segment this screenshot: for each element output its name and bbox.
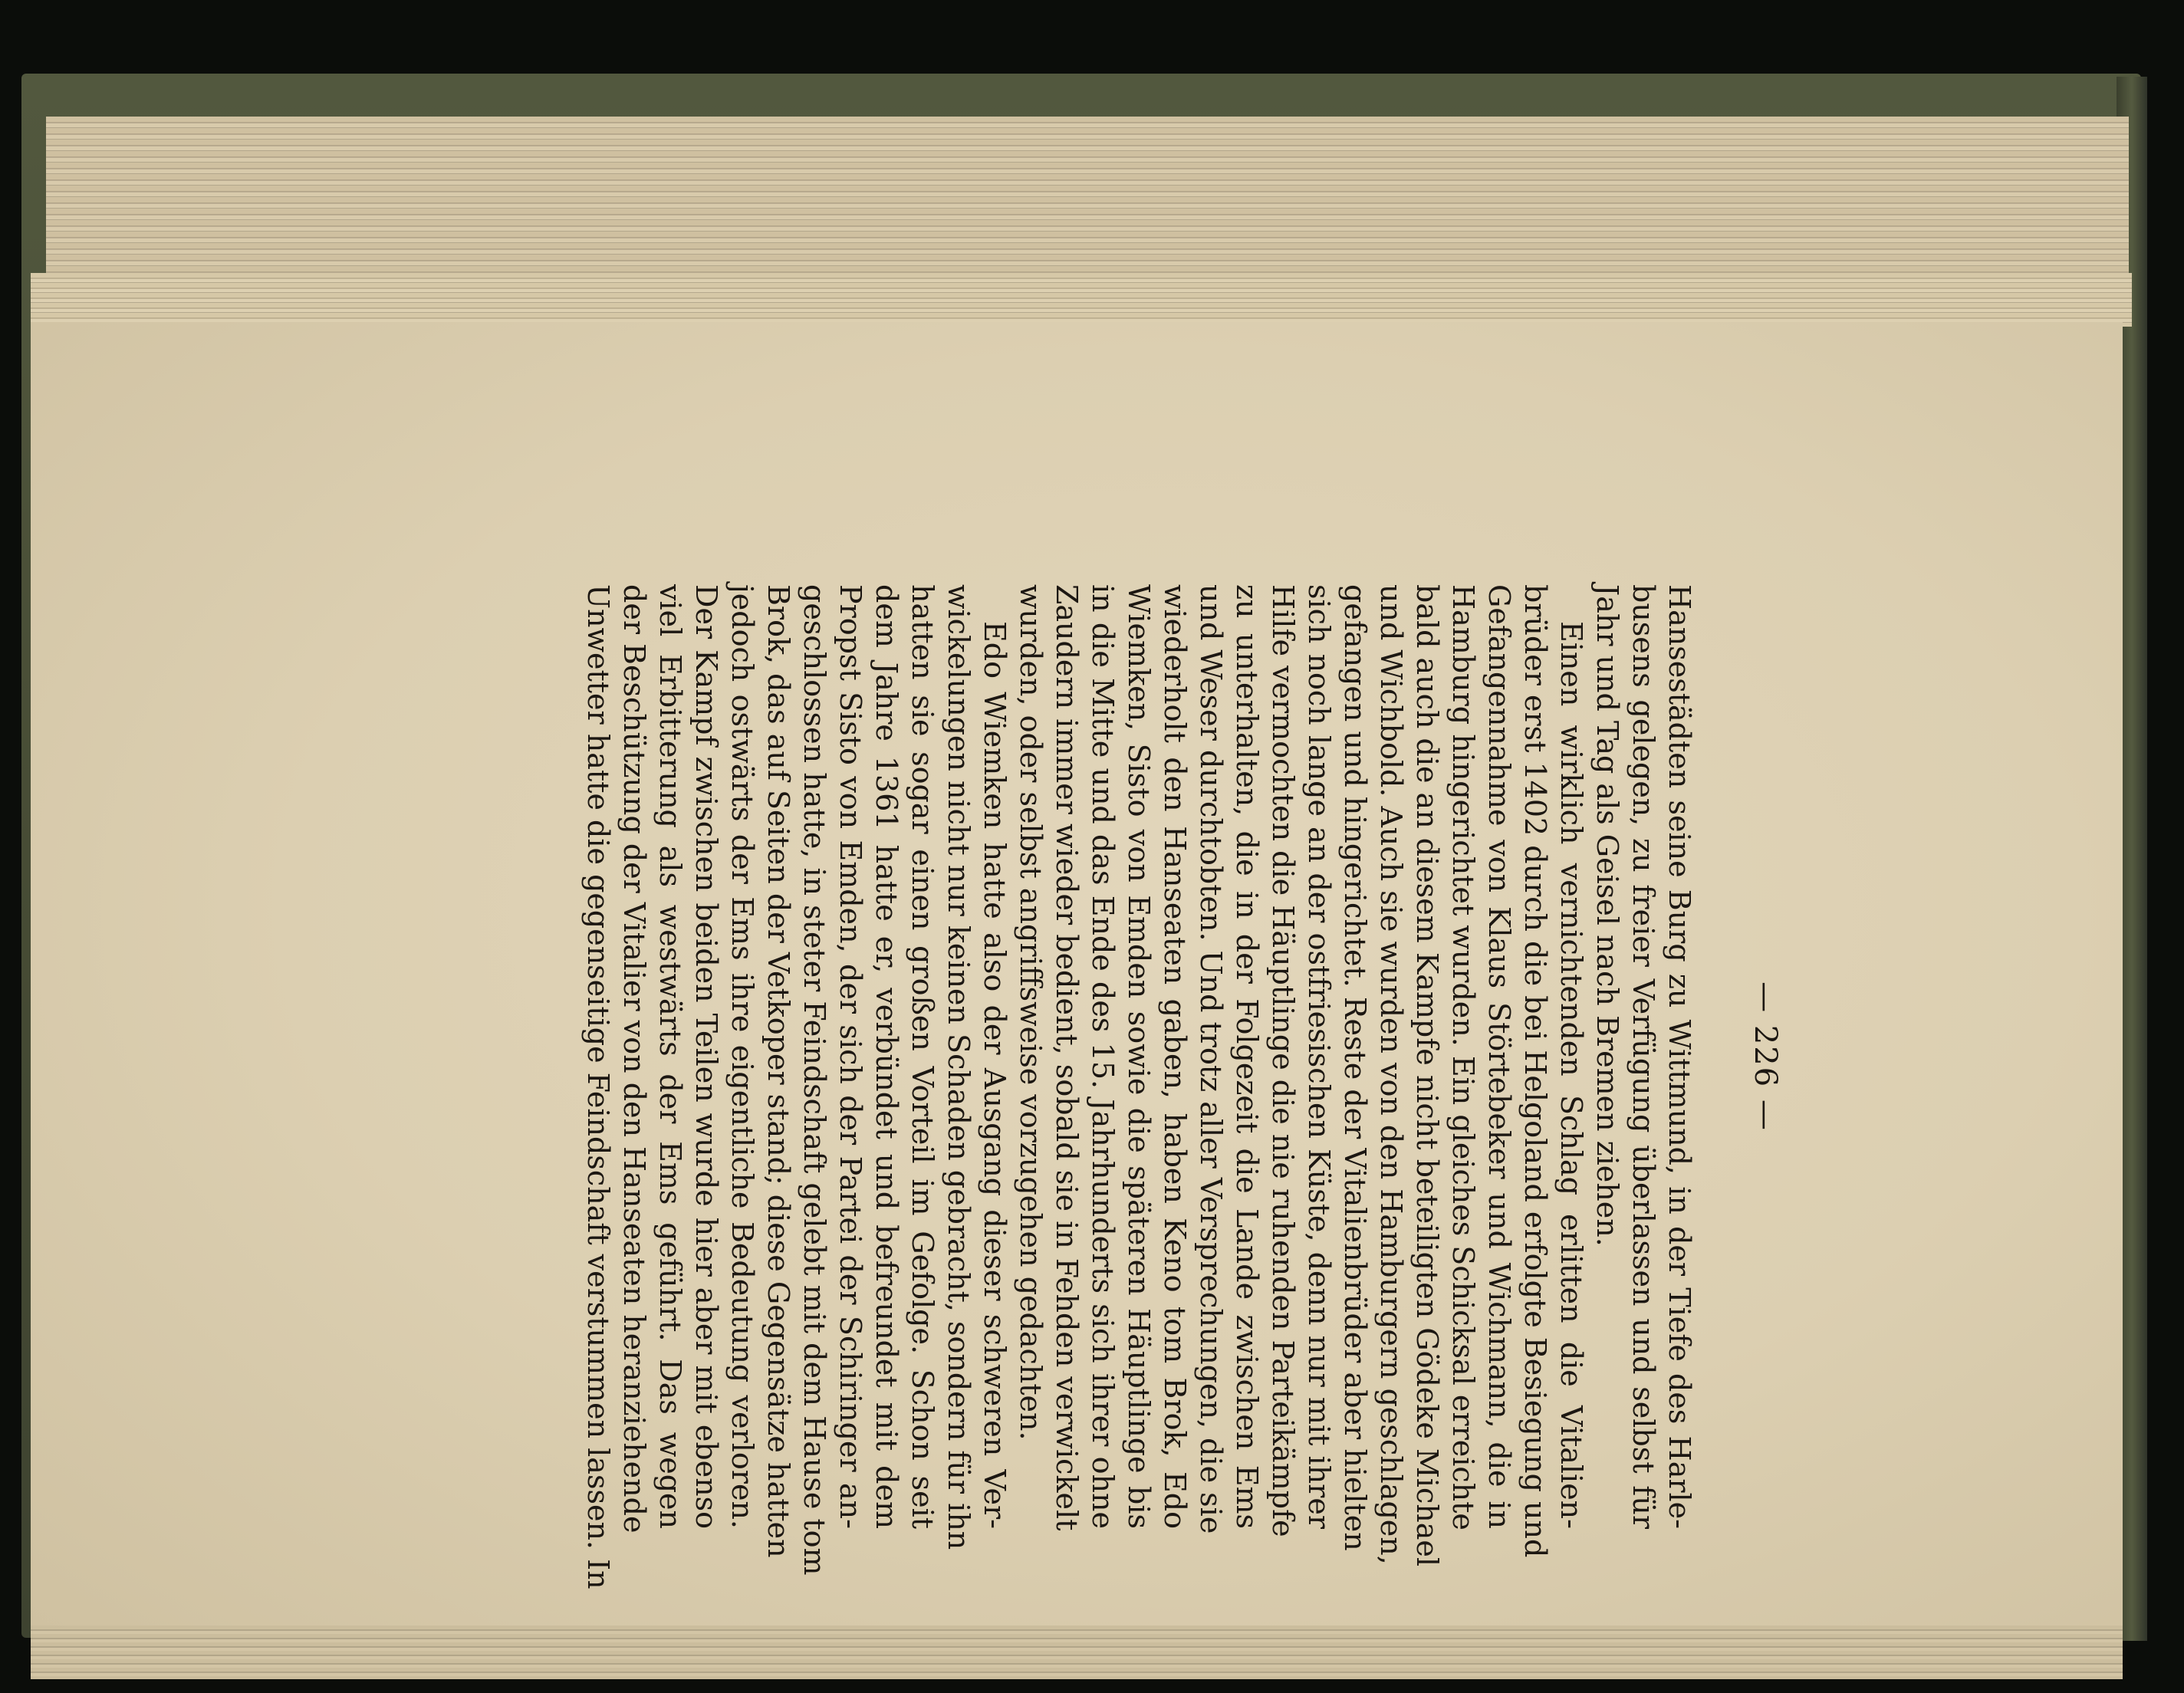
text-line: wickelungen nicht nur keinen Schaden gebracht, sondern für ihn (942, 584, 975, 1550)
text-line: Zaudern immer wieder bedient, sobald sie in Fehden verwickelt (1050, 584, 1084, 1531)
text-line: Jahr und Tag als Geisel nach Bremen ziehen. (1590, 584, 1624, 1247)
text-lines (580, 584, 1697, 1589)
page-number: — 226 — (1748, 981, 1783, 1132)
text-line: sich noch lange an der ostfriesischen Küste, denn nur mit ihrer (1302, 584, 1336, 1529)
page-stack-bottom (31, 1626, 2123, 1679)
text-line: Der Kampf zwischen beiden Teilen wurde hier aber mit ebenso (689, 584, 723, 1529)
text-line: wiederholt den Hanseaten gaben, haben Keno tom Brok, Edo (1158, 584, 1192, 1529)
text-line: der Beschützung der Vitalier von den Hanseaten heranziehende (617, 584, 651, 1534)
text-line: busens gelegen, zu freier Verfügung überlassen und selbst für (1626, 584, 1660, 1529)
text-line: gefangen und hingerichtet. Reste der Vitalienbrüder aber hielten (1338, 584, 1372, 1551)
text-line: wurden, oder selbst angriffsweise vorzugehen gedachten. (1014, 584, 1048, 1441)
text-line: Einen wirklich vernichtenden Schlag erlitten die Vitalien- (1554, 621, 1588, 1529)
text-line: Edo Wiemken hatte also der Ausgang dieser schweren Ver- (978, 621, 1011, 1529)
text-line: hatten sie sogar einen großen Vorteil im Gefolge. Schon seit (906, 584, 939, 1529)
text-line: Hamburg hingerichtet wurden. Ein gleiches Schicksal erreichte (1446, 584, 1480, 1530)
text-line: und Wichbold. Auch sie wurden von den Hamburgern geschlagen, (1374, 584, 1408, 1565)
text-line: jedoch ostwärts der Ems ihre eigentliche Bedeutung verloren. (725, 584, 759, 1529)
text-line: Hansestädten seine Burg zu Wittmund, in der Tiefe des Harle- (1663, 584, 1696, 1529)
text-line: Propst Sisto von Emden, der sich der Partei der Schiringer an- (834, 584, 867, 1529)
text-line: Hilfe vermochten die Häuptlinge die nie ruhenden Parteikämpfe (1266, 584, 1300, 1537)
page-text-block (326, 584, 1783, 1589)
page-stack-top (46, 117, 2129, 278)
text-line: dem Jahre 1361 hatte er, verbündet und befreundet mit dem (870, 584, 903, 1529)
text-line: Gefangennahme von Klaus Störtebeker und Wichmann, die in (1482, 584, 1516, 1529)
text-line: geschlossen hatte, in steter Feindschaft gelebt mit dem Hause tom (798, 584, 831, 1576)
text-line: Unwetter hatte die gegenseitige Feindschaft verstummen lassen. In (581, 584, 615, 1589)
text-line: in die Mitte und das Ende des 15. Jahrhunderts sich ihrer ohne (1086, 584, 1120, 1529)
text-line: zu unterhalten, die in der Folgezeit die Lande zwischen Ems (1230, 584, 1264, 1529)
text-line: Brok, das auf Seiten der Vetkoper stand; diese Gegensätze hatten (761, 584, 795, 1558)
text-line: bald auch die an diesem Kampfe nicht beteiligten Gödeke Michael (1410, 584, 1444, 1567)
text-line: und Weser durchtobten. Und trotz aller Versprechungen, die sie (1194, 584, 1228, 1534)
page-stack-edge (31, 273, 2132, 327)
text-line: viel Erbitterung als westwärts der Ems geführt. Das wegen (653, 584, 687, 1529)
text-line: brüder erst 1402 durch die bei Helgoland erfolgte Besiegung und (1518, 584, 1552, 1558)
text-line: Wiemken, Sisto von Emden sowie die späteren Häuptlinge bis (1122, 584, 1156, 1529)
